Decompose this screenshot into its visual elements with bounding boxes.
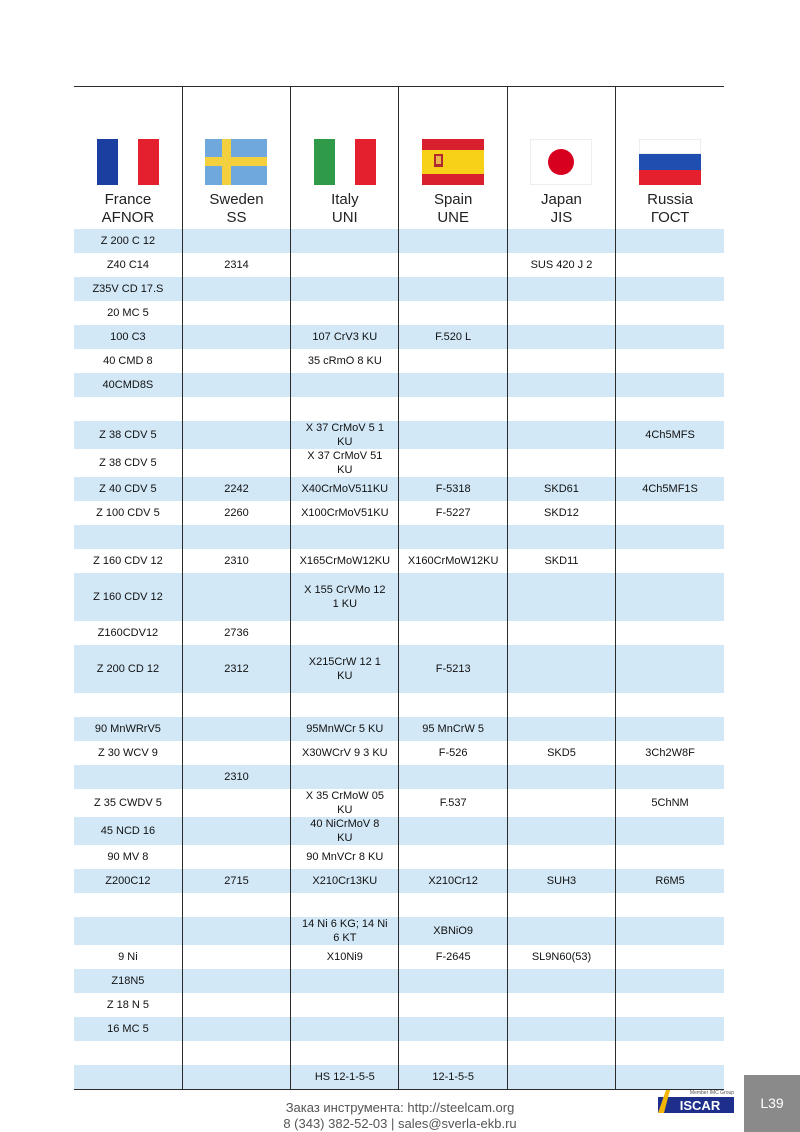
table-cell [507, 893, 615, 917]
table-cell: 9 Ni [74, 945, 182, 969]
table-row [74, 765, 724, 789]
table-cell [182, 917, 290, 945]
table-cell [616, 573, 724, 621]
table-cell: 4Ch5MF1S [616, 477, 724, 501]
table-cell [182, 397, 290, 421]
table-cell [507, 817, 615, 845]
table-cell [507, 421, 615, 449]
table-cell [507, 621, 615, 645]
table-row [74, 917, 724, 945]
table-cell: Z 30 WCV 9 [74, 741, 182, 765]
table-cell [507, 765, 615, 789]
table-cell [182, 325, 290, 349]
table-cell [507, 969, 615, 993]
table-cell: Z 40 CDV 5 [74, 477, 182, 501]
table-row [74, 945, 724, 969]
table-cell [399, 621, 507, 645]
table-cell [507, 1065, 615, 1089]
table-cell [507, 397, 615, 421]
table-cell: 107 CrV3 KU [291, 325, 399, 349]
table-cell: HS 12-1-5-5 [291, 1065, 399, 1089]
table-row [74, 1065, 724, 1089]
steel-grades-comparison-table [74, 86, 724, 1090]
table-cell [399, 693, 507, 717]
table-cell [507, 373, 615, 397]
column-country: Spain [433, 191, 473, 208]
table-cell [616, 525, 724, 549]
table-cell: 40CMD8S [74, 373, 182, 397]
table-cell [182, 1041, 290, 1065]
column-standard: ГОСТ [650, 209, 690, 226]
table-cell: X 37 CrMoV 5 1 KU [291, 421, 399, 449]
table-cell [74, 765, 182, 789]
table-cell [616, 621, 724, 645]
table-cell [616, 449, 724, 477]
iscar-logo-icon [656, 1084, 736, 1114]
table-row [74, 373, 724, 397]
table-cell: 2312 [182, 645, 290, 693]
table-cell [399, 1017, 507, 1041]
table-row [74, 549, 724, 573]
table-cell: F-5213 [399, 645, 507, 693]
table-cell: X10Ni9 [291, 945, 399, 969]
table-row [74, 477, 724, 501]
table-cell [616, 301, 724, 325]
table-cell [507, 789, 615, 817]
table-cell [182, 817, 290, 845]
column-standard: JIS [550, 209, 573, 226]
table-cell: XBNiO9 [399, 917, 507, 945]
table-row [74, 573, 724, 621]
table-cell: X 155 CrVMo 12 1 KU [291, 573, 399, 621]
table-cell [182, 789, 290, 817]
table-cell: 14 Ni 6 KG; 14 Ni 6 KT [291, 917, 399, 945]
table-cell [616, 349, 724, 373]
table-cell [291, 253, 399, 277]
table-cell [616, 817, 724, 845]
table-cell: Z 160 CDV 12 [74, 549, 182, 573]
table-row [74, 741, 724, 765]
table-cell [616, 549, 724, 573]
table-row [74, 325, 724, 349]
table-cell [507, 645, 615, 693]
table-cell: SUH3 [507, 869, 615, 893]
table-cell [74, 893, 182, 917]
table-cell [507, 449, 615, 477]
table-cell [74, 1065, 182, 1089]
svg-text:Member IMC Group: Member IMC Group [689, 1090, 735, 1096]
table-cell: SKD61 [507, 477, 615, 501]
table-cell [399, 525, 507, 549]
table-cell [182, 993, 290, 1017]
table-cell [291, 993, 399, 1017]
table-cell [182, 893, 290, 917]
table-cell [616, 693, 724, 717]
spain-flag [422, 139, 484, 185]
table-cell: 2314 [182, 253, 290, 277]
table-cell: 3Ch2W8F [616, 741, 724, 765]
table-cell: 2715 [182, 869, 290, 893]
table-row [74, 525, 724, 549]
table-cell [507, 349, 615, 373]
table-cell [291, 893, 399, 917]
table-cell: 35 cRmO 8 KU [291, 349, 399, 373]
table-cell: X165CrMoW12KU [291, 549, 399, 573]
table-row [74, 349, 724, 373]
table-cell [74, 397, 182, 421]
table-cell [507, 229, 615, 253]
table-cell: SKD11 [507, 549, 615, 573]
table-cell: 5ChNM [616, 789, 724, 817]
table-row [74, 229, 724, 253]
table-cell: Z18N5 [74, 969, 182, 993]
table-cell: SL9N60(53) [507, 945, 615, 969]
table-cell [399, 993, 507, 1017]
table-row [74, 869, 724, 893]
table-cell [291, 1017, 399, 1041]
header-row [74, 87, 724, 230]
table-cell: SKD12 [507, 501, 615, 525]
table-cell [182, 421, 290, 449]
table-cell [399, 253, 507, 277]
table-cell [291, 765, 399, 789]
table-row [74, 1017, 724, 1041]
table-cell: X40CrMoV511KU [291, 477, 399, 501]
table-cell [291, 373, 399, 397]
table-cell [182, 945, 290, 969]
table-cell: Z 100 CDV 5 [74, 501, 182, 525]
table-cell [182, 573, 290, 621]
table-cell [616, 945, 724, 969]
column-header-spain [399, 87, 507, 230]
table-row [74, 397, 724, 421]
table-cell [182, 449, 290, 477]
table-cell [74, 1041, 182, 1065]
table-cell [291, 1041, 399, 1065]
table-cell [616, 277, 724, 301]
table-cell: F.537 [399, 789, 507, 817]
table-cell: 16 MC 5 [74, 1017, 182, 1041]
table-cell [616, 969, 724, 993]
table-cell [399, 301, 507, 325]
table-cell [616, 993, 724, 1017]
table-cell [182, 525, 290, 549]
table-row [74, 845, 724, 869]
japan-flag [530, 139, 592, 185]
table-cell: F.520 L [399, 325, 507, 349]
table-cell: 2260 [182, 501, 290, 525]
table-cell [291, 229, 399, 253]
table-row [74, 893, 724, 917]
table-cell [291, 693, 399, 717]
column-country: Sweden [209, 191, 264, 208]
table-cell [74, 525, 182, 549]
table-cell [399, 277, 507, 301]
italy-flag [314, 139, 376, 185]
table-cell [616, 501, 724, 525]
table-cell: F-526 [399, 741, 507, 765]
table-cell: 2310 [182, 765, 290, 789]
table-cell: X100CrMoV51KU [291, 501, 399, 525]
table-cell [507, 573, 615, 621]
table-cell: Z 200 C 12 [74, 229, 182, 253]
table-row [74, 969, 724, 993]
table-cell: Z 35 CWDV 5 [74, 789, 182, 817]
table-cell [616, 645, 724, 693]
table-row [74, 621, 724, 645]
table-cell: Z 38 CDV 5 [74, 421, 182, 449]
table-cell [616, 397, 724, 421]
table-cell: SUS 420 J 2 [507, 253, 615, 277]
table-row [74, 693, 724, 717]
table-cell [182, 277, 290, 301]
table-cell: X215CrW 12 1 KU [291, 645, 399, 693]
table-cell [507, 917, 615, 945]
table-cell: R6M5 [616, 869, 724, 893]
table-row [74, 301, 724, 325]
table-cell: 12-1-5-5 [399, 1065, 507, 1089]
table-cell [182, 693, 290, 717]
table-cell [399, 893, 507, 917]
table-cell: Z160CDV12 [74, 621, 182, 645]
table-body [74, 229, 724, 1089]
table-cell [399, 449, 507, 477]
table-cell [507, 325, 615, 349]
sweden-flag [205, 139, 267, 185]
table-cell: 90 MV 8 [74, 845, 182, 869]
table-cell [616, 893, 724, 917]
table-cell [291, 621, 399, 645]
table-cell [182, 1017, 290, 1041]
table-cell [399, 421, 507, 449]
table-row [74, 645, 724, 693]
table-cell: X210Cr12 [399, 869, 507, 893]
table-cell [616, 1041, 724, 1065]
table-cell: 2310 [182, 549, 290, 573]
table-cell: F-5227 [399, 501, 507, 525]
table-cell [182, 301, 290, 325]
table-cell: X30WCrV 9 3 KU [291, 741, 399, 765]
table-row [74, 717, 724, 741]
table-cell [399, 765, 507, 789]
table-cell: X210Cr13KU [291, 869, 399, 893]
table-cell [291, 301, 399, 325]
table-cell [399, 349, 507, 373]
table-cell: F-5318 [399, 477, 507, 501]
table-cell: 90 MnWRrV5 [74, 717, 182, 741]
table-cell: 2736 [182, 621, 290, 645]
table-cell [507, 525, 615, 549]
table-cell [182, 229, 290, 253]
table-cell [291, 397, 399, 421]
column-country: Russia [647, 191, 693, 208]
table-cell: X 37 CrMoV 51 KU [291, 449, 399, 477]
table-cell [507, 845, 615, 869]
table-cell: 40 NiCrMoV 8 KU [291, 817, 399, 845]
column-country: Italy [331, 191, 359, 208]
column-header-japan [507, 87, 615, 230]
table-cell [507, 301, 615, 325]
table-cell [399, 397, 507, 421]
table-cell [616, 765, 724, 789]
column-header-italy [291, 87, 399, 230]
table-cell: 90 MnVCr 8 KU [291, 845, 399, 869]
table-row [74, 449, 724, 477]
table-cell [182, 845, 290, 869]
table-cell [182, 1065, 290, 1089]
table-cell: SKD5 [507, 741, 615, 765]
table-cell: 4Ch5MFS [616, 421, 724, 449]
table-row [74, 501, 724, 525]
table-row [74, 817, 724, 845]
column-standard: UNE [437, 209, 469, 226]
table-cell [399, 969, 507, 993]
page-number: L39 [744, 1075, 800, 1132]
table-cell [74, 693, 182, 717]
column-header-sweden [182, 87, 290, 230]
table-cell [182, 349, 290, 373]
table-cell [182, 741, 290, 765]
table-cell: 20 MC 5 [74, 301, 182, 325]
svg-text:ISCAR: ISCAR [679, 1098, 721, 1113]
france-flag [97, 139, 159, 185]
table-cell [507, 1041, 615, 1065]
table-row [74, 1041, 724, 1065]
table-cell [74, 917, 182, 945]
table-cell [507, 1017, 615, 1041]
table-cell: Z 160 CDV 12 [74, 573, 182, 621]
table-cell: Z40 C14 [74, 253, 182, 277]
column-country: France [104, 191, 152, 208]
table-cell [616, 325, 724, 349]
column-header-france [74, 87, 182, 230]
table-row [74, 789, 724, 817]
russia-flag [639, 139, 701, 185]
table-cell: Z35V CD 17.S [74, 277, 182, 301]
table-cell: Z 18 N 5 [74, 993, 182, 1017]
table-cell [291, 525, 399, 549]
table-row [74, 253, 724, 277]
column-country: Japan [541, 191, 582, 208]
iscar-logo [656, 1084, 736, 1114]
table-cell [399, 229, 507, 253]
table-row [74, 421, 724, 449]
column-header-russia [616, 87, 724, 230]
table-cell [507, 277, 615, 301]
table-cell: X160CrMoW12KU [399, 549, 507, 573]
table-row [74, 993, 724, 1017]
table-cell [182, 717, 290, 741]
table-cell: X 35 CrMoW 05 KU [291, 789, 399, 817]
table-cell: 2242 [182, 477, 290, 501]
table-cell [616, 229, 724, 253]
table-cell [616, 373, 724, 397]
table-cell [616, 1017, 724, 1041]
table-cell: 40 CMD 8 [74, 349, 182, 373]
table-cell [399, 1041, 507, 1065]
table-cell [399, 373, 507, 397]
table-cell [182, 373, 290, 397]
column-standard: SS [226, 209, 247, 226]
table-cell: Z200C12 [74, 869, 182, 893]
table-cell: Z 38 CDV 5 [74, 449, 182, 477]
table-cell [616, 253, 724, 277]
table-cell: 100 C3 [74, 325, 182, 349]
table-cell [507, 717, 615, 741]
table-cell: Z 200 CD 12 [74, 645, 182, 693]
table-cell [291, 969, 399, 993]
footer-order-line: Заказ инструмента: http://steelcam.org [285, 1100, 515, 1115]
table-cell: 95 MnCrW 5 [399, 717, 507, 741]
column-standard: UNI [331, 209, 358, 226]
table-cell [616, 917, 724, 945]
table-cell [291, 277, 399, 301]
footer-contacts [230, 1100, 570, 1132]
table-cell [182, 969, 290, 993]
table-cell [507, 993, 615, 1017]
table-cell: 45 NCD 16 [74, 817, 182, 845]
table-cell [399, 817, 507, 845]
footer-contact-line: 8 (343) 382-52-03 | sales@sverla-ekb.ru [283, 1116, 517, 1131]
column-standard: AFNOR [101, 209, 155, 226]
table-cell [616, 845, 724, 869]
table-cell [616, 717, 724, 741]
table-cell: F-2645 [399, 945, 507, 969]
table-cell: 95MnWCr 5 KU [291, 717, 399, 741]
table-row [74, 277, 724, 301]
table-cell [399, 845, 507, 869]
table-cell [507, 693, 615, 717]
table-cell [399, 573, 507, 621]
